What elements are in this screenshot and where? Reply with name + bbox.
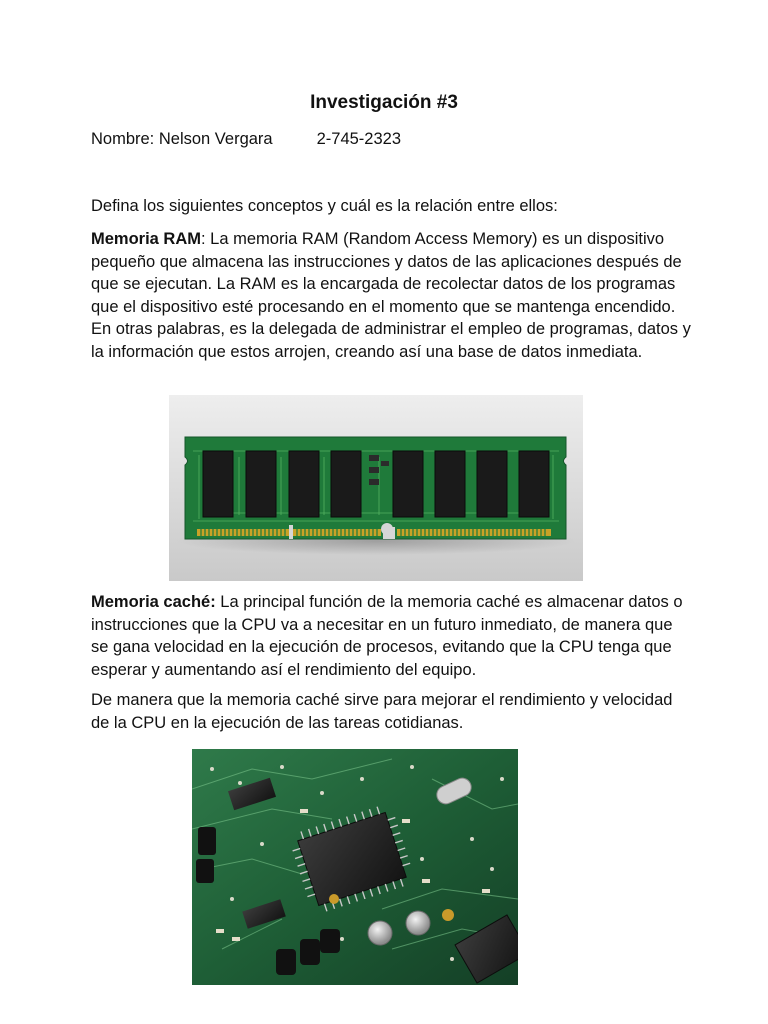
- cache-paragraph: [91, 591, 691, 681]
- cache-summary-paragraph: De manera que la memoria caché sirve para mejorar el rendimiento y velocidad de la CPU en la ejecución de las tareas cotidianas.: [91, 691, 673, 732]
- cache-description: La principal función de la memoria caché es almacenar datos o instrucciones que la CPU va a necesitar en un futuro inmediato, de manera que se gana velocidad en la ejecución de procesos, evitando que la CPU tenga que esperar y aumentando así el rendimiento del equipo.: [91, 593, 683, 679]
- student-name: Nombre: Nelson Vergara: [91, 130, 273, 148]
- student-id: 2-745-2323: [316, 130, 401, 148]
- document-title: Investigación #3: [310, 92, 458, 113]
- ram-module-image: [169, 395, 583, 581]
- ram-paragraph: [91, 228, 691, 363]
- ram-term: Memoria RAM: [91, 230, 202, 248]
- intro-paragraph: Defina los siguientes conceptos y cuál es la relación entre ellos:: [91, 197, 558, 215]
- ram-description: : La memoria RAM (Random Access Memory) es un dispositivo pequeño que almacena las instrucciones y datos de las aplicaciones después de que se ejecutan. La RAM es la encargada de recolectar datos de los programas que el dispositivo esté procesando en el momento que se mantenga encendido. En otras palabras, es la delegada de administrar el empleo de programas, datos y la información que estos arrojen, creando así una base de datos inmediata.: [91, 230, 691, 361]
- name-line: [91, 130, 401, 149]
- cache-term: Memoria caché:: [91, 593, 216, 611]
- circuit-board-image: [192, 749, 518, 985]
